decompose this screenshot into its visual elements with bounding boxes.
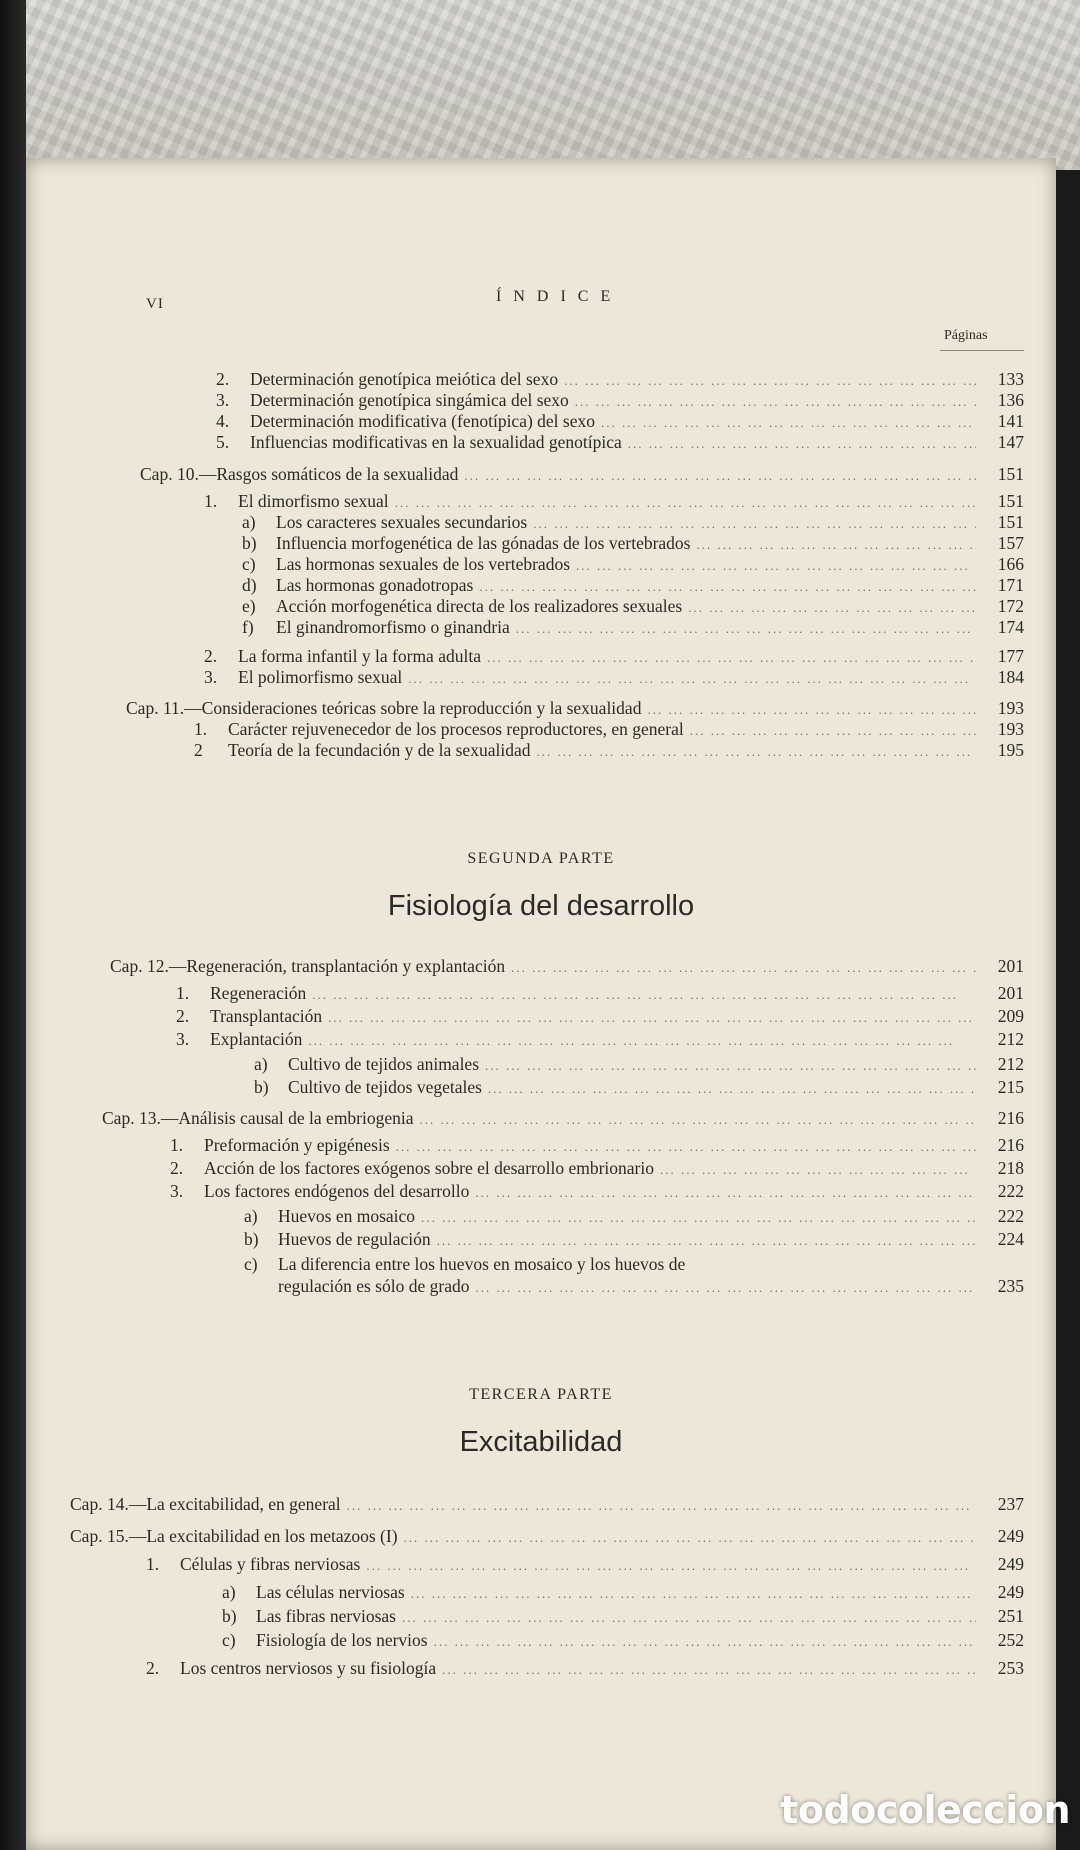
toc-entry: 2. La forma infantil y la forma adulta ... . 177 <box>204 646 1024 668</box>
toc-entry: a) Huevos en mosaico ... . 222 <box>244 1206 1024 1228</box>
left-edge-shadow <box>0 0 26 1850</box>
toc-entry: 2 Teoría de la fecundación y de la sexualidad ... . 195 <box>194 740 1024 762</box>
toc-entry: c) Fisiología de los nervios ... . 252 <box>222 1630 1024 1652</box>
toc-entry: 1. Regeneración ... . 201 <box>176 983 1024 1005</box>
toc-entry: 1. Preformación y epigénesis ... . 216 <box>170 1135 1024 1157</box>
toc-chapter: Cap. 11.—Consideraciones teóricas sobre la reproducción y la sexualidad ... . 193 <box>126 698 1024 720</box>
background-fabric <box>0 0 1080 170</box>
toc-chapter: Cap. 14.—La excitabilidad, en general ... . 237 <box>70 1494 1024 1516</box>
toc-entry: 1. El dimorfismo sexual ... . 151 <box>204 491 1024 513</box>
toc-entry: 2. Acción de los factores exógenos sobre el desarrollo embrionario ... . 218 <box>170 1158 1024 1180</box>
toc-entry: a) Los caracteres sexuales secundarios ... . 151 <box>242 512 1024 534</box>
toc-entry: 1. Carácter rejuvenecedor de los procesos reproductores, en general ... . 193 <box>194 719 1024 741</box>
part-label-second: SEGUNDA PARTE <box>467 850 615 867</box>
toc-chapter: Cap. 15.—La excitabilidad en los metazoos (I) ... . 249 <box>70 1526 1024 1548</box>
toc-entry: 2. Transplantación ... . 209 <box>176 1006 1024 1028</box>
page-running-title: ÍNDICE <box>496 288 623 305</box>
part-label-third: TERCERA PARTE <box>469 1386 613 1403</box>
part-title-second: Fisiología del desarrollo <box>387 890 695 922</box>
toc-entry: a) Las células nerviosas ... . 249 <box>222 1582 1024 1604</box>
toc-chapter: Cap. 13.—Análisis causal de la embriogenia ... . 216 <box>102 1108 1024 1130</box>
toc-entry: 1. Células y fibras nerviosas ... . 249 <box>146 1554 1024 1576</box>
toc-entry: a) Cultivo de tejidos animales ... . 212 <box>254 1054 1024 1076</box>
toc-entry: 4. Determinación modificativa (fenotípica) del sexo ... . 141 <box>216 411 1024 433</box>
toc-entry: e) Acción morfogenética directa de los realizadores sexuales ... . 172 <box>242 596 1024 618</box>
pages-column-rule <box>940 350 1024 351</box>
toc-entry: 3. Determinación genotípica singámica del sexo ... . 136 <box>216 390 1024 412</box>
toc-entry: 3. Explantación ... . 212 <box>176 1029 1024 1051</box>
toc-entry: b) Huevos de regulación ... . 224 <box>244 1229 1024 1251</box>
toc-entry-continuation: regulación es sólo de grado ... . 235 <box>278 1276 1024 1298</box>
toc-entry: 5. Influencias modificativas en la sexualidad genotípica ... . 147 <box>216 432 1024 454</box>
toc-entry: f) El ginandromorfismo o ginandria ... . 174 <box>242 617 1024 639</box>
toc-entry: c) La diferencia entre los huevos en mosaico y los huevos de <box>244 1254 686 1274</box>
toc-entry: 3. El polimorfismo sexual ... . 184 <box>204 667 1024 689</box>
toc-entry: b) Cultivo de tejidos vegetales ... . 215 <box>254 1077 1024 1099</box>
toc-chapter: Cap. 12.—Regeneración, transplantación y explantación ... . 201 <box>110 956 1024 978</box>
watermark-logo: todocoleccion <box>780 1788 1070 1832</box>
page-folio: VI <box>146 296 164 312</box>
toc-entry: b) Influencia morfogenética de las gónadas de los vertebrados ... . 157 <box>242 533 1024 555</box>
book-page <box>26 158 1056 1850</box>
toc-entry: c) Las hormonas sexuales de los vertebrados ... . 166 <box>242 554 1024 576</box>
toc-entry: b) Las fibras nerviosas ... . 251 <box>222 1606 1024 1628</box>
part-title-third: Excitabilidad <box>459 1426 623 1458</box>
toc-entry: d) Las hormonas gonadotropas ... . 171 <box>242 575 1024 597</box>
toc-entry: 2. Los centros nerviosos y su fisiología ... . 253 <box>146 1658 1024 1680</box>
toc-chapter: Cap. 10.—Rasgos somáticos de la sexualidad ... . 151 <box>140 464 1024 486</box>
pages-column-label: Páginas <box>944 328 988 343</box>
toc-entry: 2. Determinación genotípica meiótica del sexo ... . 133 <box>216 369 1024 391</box>
toc-entry: 3. Los factores endógenos del desarrollo ... . 222 <box>170 1181 1024 1203</box>
